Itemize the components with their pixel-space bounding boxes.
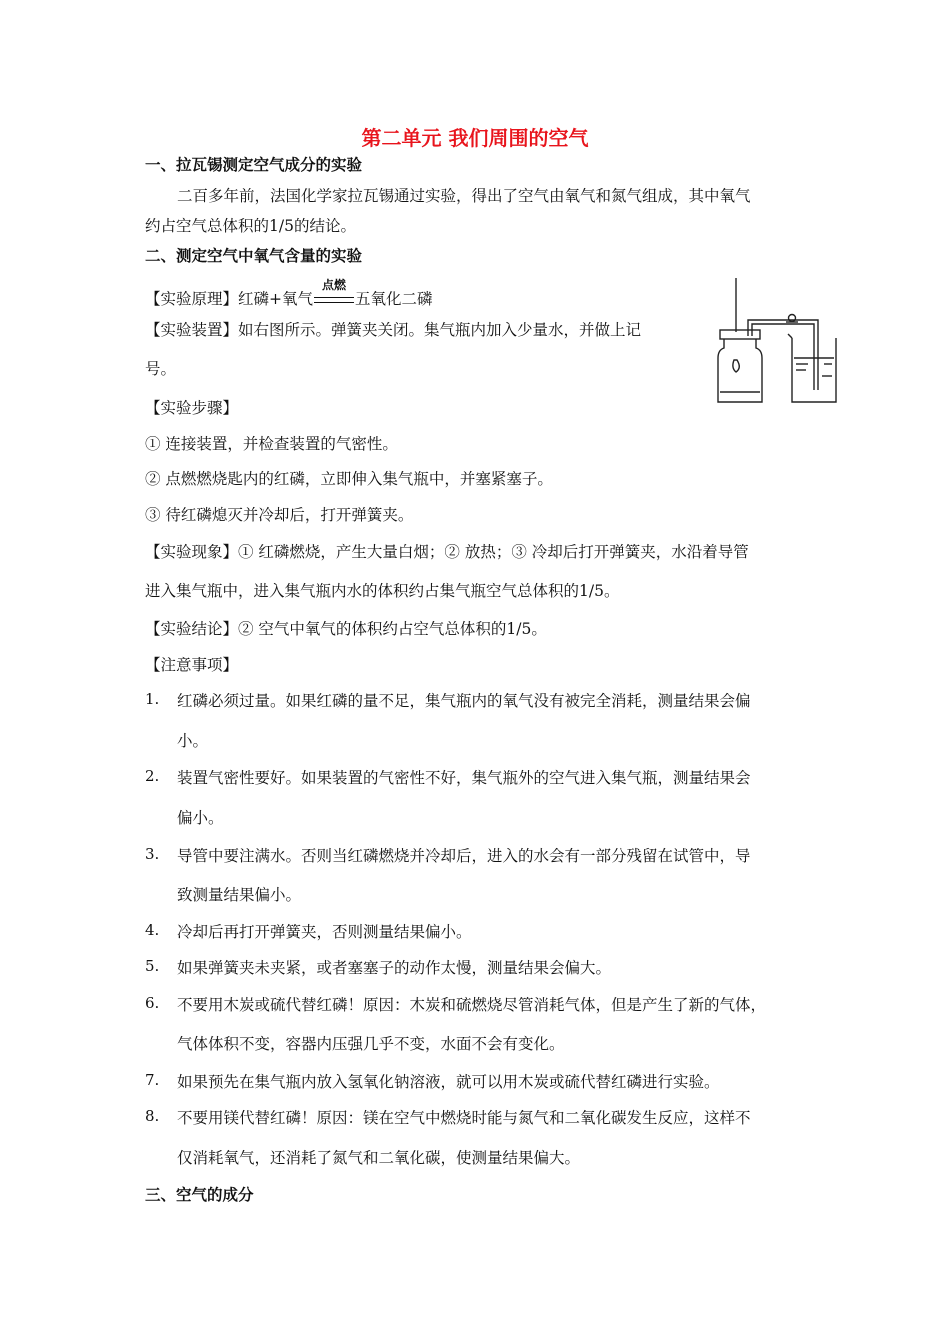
page-title: 第二单元 我们周围的空气 — [361, 126, 589, 150]
beaker-lip — [788, 334, 792, 338]
flame-icon — [733, 360, 739, 372]
step-item: ① 连接装置，并检查装置的气密性。 — [145, 435, 398, 453]
note-line1: 冷却后再打开弹簧夹，否则测量结果偏小。 — [177, 923, 472, 941]
phenomenon-line1: 【实验现象】① 红磷燃烧，产生大量白烟；② 放热；③ 冷却后打开弹簧夹，水沿着导管 — [145, 543, 749, 561]
phenomenon-line2: 进入集气瓶中，进入集气瓶内水的体积约占集气瓶空气总体积的1/5。 — [145, 582, 620, 600]
device-line1: 【实验装置】如右图所示。弹簧夹关闭。集气瓶内加入少量水，并做上记 — [145, 321, 642, 339]
notes-label: 【注意事项】 — [145, 656, 239, 674]
note-number: 2. — [145, 767, 160, 785]
note-number: 8. — [145, 1107, 160, 1125]
section1-paragraph-line2: 约占空气总体积的1/5的结论。 — [145, 217, 356, 235]
step-item: ② 点燃燃烧匙内的红磷，立即伸入集气瓶中，并塞紧塞子。 — [145, 470, 553, 488]
note-line2: 致测量结果偏小。 — [177, 886, 302, 904]
note-line1: 如果弹簧夹未夹紧，或者塞塞子的动作太慢，测量结果会偏大。 — [177, 959, 612, 977]
principle-product: 五氧化二磷 — [355, 290, 433, 308]
reaction-condition — [313, 278, 355, 308]
note-line2: 偏小。 — [177, 809, 224, 827]
section1-heading: 一、拉瓦锡测定空气成分的实验 — [145, 156, 363, 174]
experiment-apparatus-diagram — [712, 272, 844, 406]
steps-label: 【实验步骤】 — [145, 399, 239, 417]
section3-heading: 三、空气的成分 — [145, 1186, 254, 1204]
note-number: 5. — [145, 957, 160, 975]
equals-sign — [314, 297, 354, 303]
note-line2: 小。 — [177, 732, 209, 750]
note-line1: 如果预先在集气瓶内放入氢氧化钠溶液，就可以用木炭或硫代替红磷进行实验。 — [177, 1073, 720, 1091]
section2-heading: 二、测定空气中氧气含量的实验 — [145, 247, 363, 265]
note-line1: 不要用镁代替红磷！原因：镁在空气中燃烧时能与氮气和二氧化碳发生反应，这样不 — [177, 1109, 751, 1127]
condition-label: 点燃 — [321, 278, 346, 292]
note-line1: 导管中要注满水。否则当红磷燃烧并冷却后，进入的水会有一部分残留在试管中，导 — [177, 847, 751, 865]
note-number: 4. — [145, 921, 160, 939]
note-line1: 不要用木炭或硫代替红磷！原因：木炭和硫燃烧尽管消耗气体，但是产生了新的气体， — [177, 996, 767, 1014]
device-line2: 号。 — [145, 360, 177, 378]
step-item: ③ 待红磷熄灭并冷却后，打开弹簧夹。 — [145, 506, 414, 524]
note-number: 3. — [145, 845, 160, 863]
conclusion-line: 【实验结论】② 空气中氧气的体积约占空气总体积的1/5。 — [145, 620, 547, 638]
principle-line — [145, 278, 433, 309]
note-line1: 红磷必须过量。如果红磷的量不足，集气瓶内的氧气没有被完全消耗，测量结果会偏 — [177, 692, 751, 710]
note-number: 7. — [145, 1071, 160, 1089]
bottle-stopper — [720, 330, 760, 339]
note-line2: 气体体积不变，容器内压强几乎不变，水面不会有变化。 — [177, 1035, 565, 1053]
note-line1: 装置气密性要好。如果装置的气密性不好，集气瓶外的空气进入集气瓶，测量结果会 — [177, 769, 751, 787]
note-line2: 仅消耗氧气，还消耗了氮气和二氧化碳，使测量结果偏大。 — [177, 1149, 581, 1167]
section1-paragraph-line1: 二百多年前，法国化学家拉瓦锡通过实验，得出了空气由氧气和氮气组成，其中氧气 — [177, 187, 751, 205]
principle-reactants: 【实验原理】红磷+氧气 — [145, 290, 313, 308]
note-number: 6. — [145, 994, 160, 1012]
note-number: 1. — [145, 690, 160, 708]
